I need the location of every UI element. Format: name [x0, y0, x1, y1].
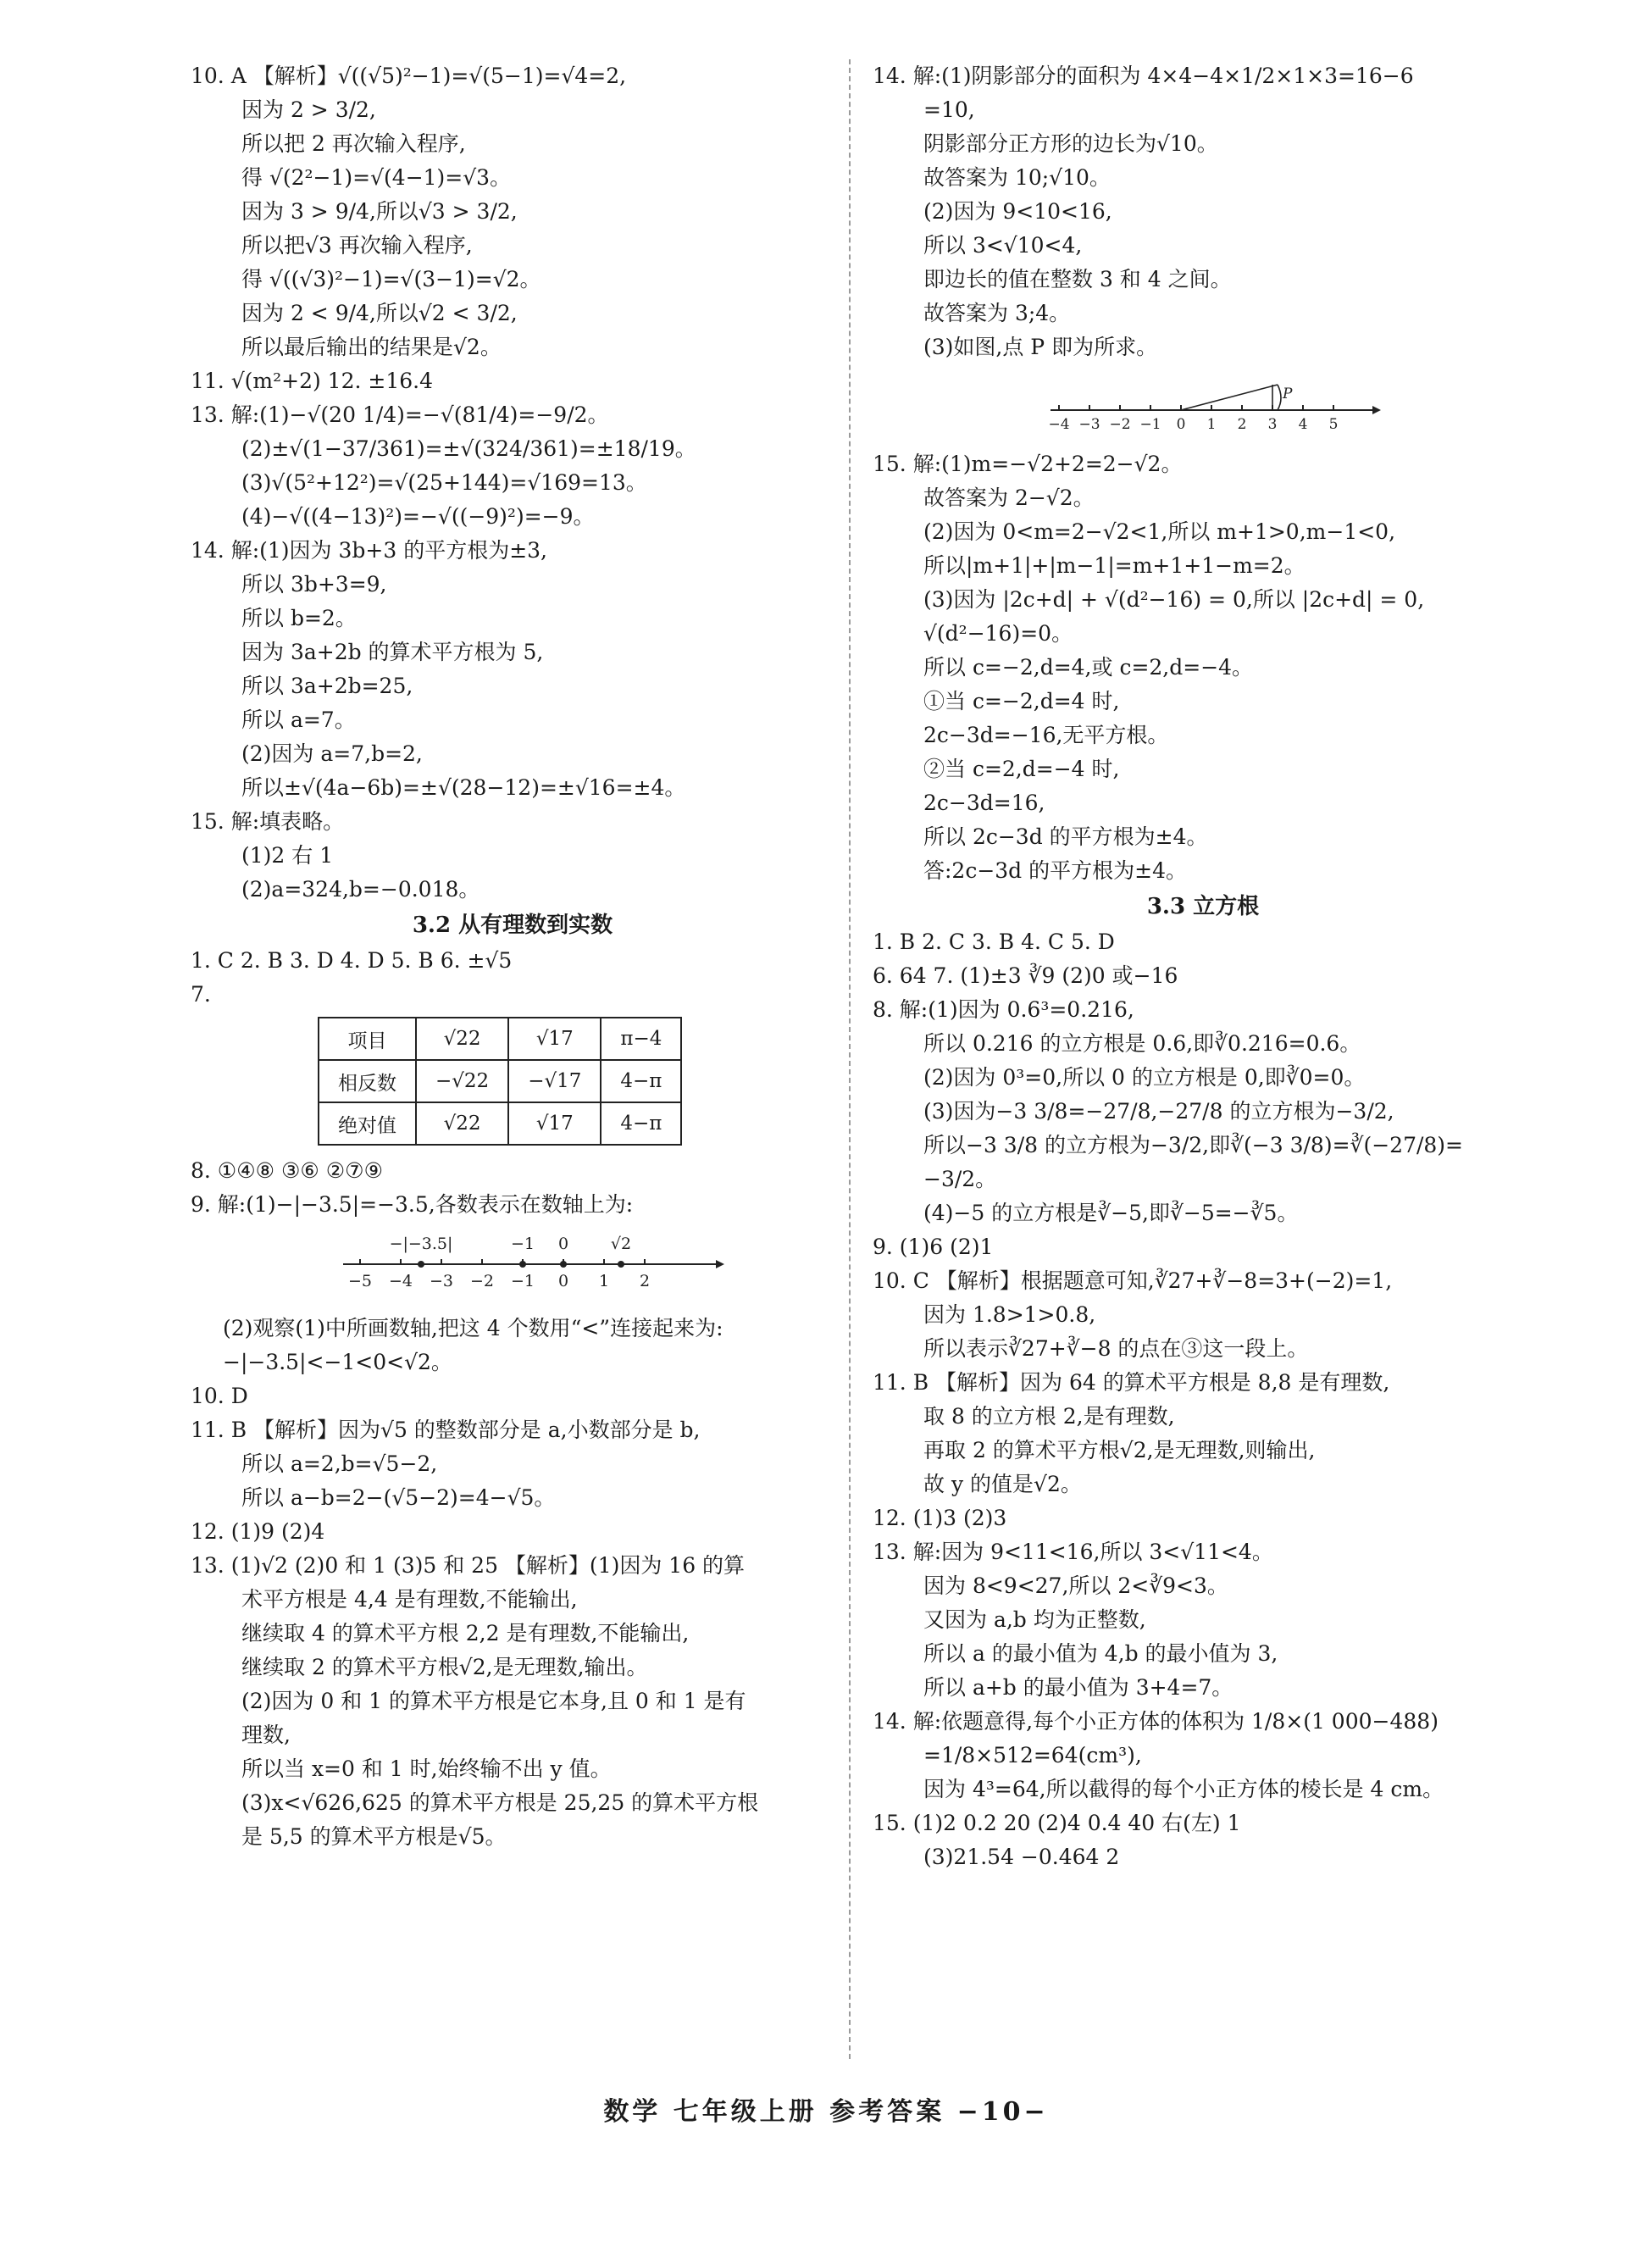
answer-line: 9. (1)6 (2)1 — [873, 1235, 994, 1259]
point-label: √2 — [610, 1235, 632, 1253]
number-line-9 — [335, 1230, 724, 1296]
answer-line: 又因为 a,b 均为正整数, — [923, 1607, 1146, 1632]
answer-line: 阴影部分正方形的边长为√10。 — [923, 131, 1218, 156]
answer-line: 因为 2 > 3/2, — [241, 97, 376, 122]
answer-line: =1/8×512=64(cm³), — [923, 1743, 1142, 1767]
answer-line: (3)因为−3 3/8=−27/8,−27/8 的立方根为−3/2, — [923, 1099, 1394, 1124]
answer-line: 答:2c−3d 的平方根为±4。 — [923, 858, 1187, 883]
answer-line: ②当 c=2,d=−4 时, — [923, 757, 1120, 781]
answer-line: (3)21.54 −0.464 2 — [923, 1845, 1120, 1869]
answer-line: 所以表示∛27+∛−8 的点在③这一段上。 — [923, 1336, 1309, 1361]
answer-line: 13. 解:因为 9<11<16,所以 3<√11<4。 — [873, 1540, 1273, 1564]
tick-label: −3 — [1078, 416, 1100, 432]
answer-line: 所以 a 的最小值为 4,b 的最小值为 3, — [923, 1641, 1278, 1666]
answer-line: (3)因为 |2c+d| + √(d²−16) = 0,所以 |2c+d| = 0, — [923, 587, 1425, 612]
answer-line: 取 8 的立方根 2,是有理数, — [923, 1404, 1175, 1429]
section-title-3-3: 3.3 立方根 — [1146, 894, 1260, 919]
answer-table-7 — [318, 1017, 682, 1146]
answer-line: (2)因为 0³=0,所以 0 的立方根是 0,即∛0=0。 — [923, 1065, 1366, 1090]
answer-line: 14. 解:依题意得,每个小正方体的体积为 1/8×(1 000−488) — [873, 1709, 1439, 1734]
answer-line: 所以 b=2。 — [241, 606, 357, 630]
table-cell: 4−π — [601, 1060, 681, 1102]
tick-label: −3 — [429, 1272, 454, 1290]
tick-label: −2 — [1109, 416, 1131, 432]
tick-label: 4 — [1298, 416, 1308, 432]
right-column — [873, 59, 1533, 1874]
answer-line: 14. 解:(1)因为 3b+3 的平方根为±3, — [191, 538, 547, 563]
answer-line: 故答案为 10;√10。 — [923, 165, 1111, 190]
table-cell: √17 — [508, 1102, 601, 1145]
answer-line: 所以当 x=0 和 1 时,始终输不出 y 值。 — [241, 1756, 612, 1781]
table-cell: √22 — [416, 1018, 508, 1060]
answer-line: (2)因为 0<m=2−√2<1,所以 m+1>0,m−1<0, — [923, 519, 1396, 544]
answer-line: 因为 2 < 9/4,所以√2 < 3/2, — [241, 301, 518, 325]
answer-line: 13. 解:(1)−√(20 1/4)=−√(81/4)=−9/2。 — [191, 402, 609, 427]
answer-line: 所以最后输出的结果是√2。 — [241, 335, 502, 359]
answer-line: 所以 a−b=2−(√5−2)=4−√5。 — [241, 1485, 556, 1510]
answer-line: 所以 2c−3d 的平方根为±4。 — [923, 824, 1208, 849]
answer-line: 得 √((√3)²−1)=√(3−1)=√2。 — [241, 267, 541, 291]
answer-line: 12. (1)9 (2)4 — [191, 1519, 325, 1544]
answer-line: −|−3.5|<−1<0<√2。 — [223, 1350, 452, 1374]
tick-label: 2 — [1237, 416, 1247, 432]
answer-line: (2)观察(1)中所画数轴,把这 4 个数用“<”连接起来为: — [223, 1316, 723, 1340]
answer-line: 是 5,5 的算术平方根是√5。 — [241, 1824, 507, 1849]
answer-line: 即边长的值在整数 3 和 4 之间。 — [923, 267, 1232, 291]
answer-line: (1)2 右 1 — [241, 843, 334, 868]
table-cell: π−4 — [601, 1018, 681, 1060]
answer-line: 10. D — [191, 1384, 248, 1408]
answer-line: 14. 解:(1)阴影部分的面积为 4×4−4×1/2×1×3=16−6 — [873, 64, 1414, 88]
tick-label: −4 — [1048, 416, 1070, 432]
tick-label: −1 — [1139, 416, 1161, 432]
answer-line: (2)±√(1−37/361)=±√(324/361)=±18/19。 — [241, 436, 696, 461]
point-label: −|−3.5| — [389, 1235, 453, 1253]
answer-line: 13. (1)√2 (2)0 和 1 (3)5 和 25 【解析】(1)因为 16 的算 — [191, 1553, 746, 1578]
answer-line: 继续取 2 的算术平方根√2,是无理数,输出。 — [241, 1655, 648, 1679]
tick-label: −1 — [510, 1272, 535, 1290]
answer-line: 故答案为 3;4。 — [923, 301, 1071, 325]
answer-line: −3/2。 — [923, 1167, 997, 1191]
point-marker — [519, 1261, 526, 1268]
answer-line: 2c−3d=−16,无平方根。 — [923, 723, 1169, 747]
left-column — [191, 59, 834, 1854]
tick-label: −2 — [469, 1272, 495, 1290]
answer-line: 理数, — [241, 1723, 291, 1747]
point-p-label: P — [1283, 386, 1293, 402]
answer-line: 继续取 4 的算术平方根 2,2 是有理数,不能输出, — [241, 1621, 690, 1645]
tick-label: −4 — [388, 1272, 413, 1290]
answer-line: 所以 a=2,b=√5−2, — [241, 1451, 438, 1476]
answer-line: 因为 4³=64,所以截得的每个小正方体的棱长是 4 cm。 — [923, 1777, 1444, 1801]
answer-line: 所以把 2 再次输入程序, — [241, 131, 466, 156]
answer-line: 8. ①④⑧ ③⑥ ②⑦⑨ — [191, 1158, 383, 1183]
answer-line: 所以 c=−2,d=4,或 c=2,d=−4。 — [923, 655, 1254, 680]
answer-line: 所以 3<√10<4, — [923, 233, 1083, 258]
answer-line: 11. B 【解析】因为√5 的整数部分是 a,小数部分是 b, — [191, 1418, 701, 1442]
answer-line: 因为 3a+2b 的算术平方根为 5, — [241, 640, 544, 664]
point-label: 0 — [557, 1235, 569, 1253]
point-marker — [560, 1261, 567, 1268]
tick-label: 0 — [1176, 416, 1186, 432]
answer-line: 15. (1)2 0.2 20 (2)4 0.4 40 右(左) 1 — [873, 1811, 1241, 1835]
tick-label: 5 — [1328, 416, 1339, 432]
answer-line: 所以±√(4a−6b)=±√(28−12)=±√16=±4。 — [241, 775, 686, 800]
table-cell: −√22 — [416, 1060, 508, 1102]
tick-label: −5 — [347, 1272, 373, 1290]
page-footer: 数学 七年级上册 参考答案 −10− — [603, 2097, 1049, 2127]
answer-line: 故答案为 2−√2。 — [923, 486, 1095, 510]
answer-line: 所以 0.216 的立方根是 0.6,即∛0.216=0.6。 — [923, 1031, 1361, 1056]
answer-line: 10. C 【解析】根据题意可知,∛27+∛−8=3+(−2)=1, — [873, 1268, 1393, 1293]
answer-line: 7. — [191, 982, 211, 1007]
table-cell: 相反数 — [319, 1060, 416, 1102]
column-divider — [849, 59, 851, 2059]
answer-line: 再取 2 的算术平方根√2,是无理数,则输出, — [923, 1438, 1316, 1462]
answer-line: 术平方根是 4,4 是有理数,不能输出, — [241, 1587, 578, 1612]
answer-line: 所以 3a+2b=25, — [241, 674, 413, 698]
answer-line: 得 √(2²−1)=√(4−1)=√3。 — [241, 165, 512, 190]
answer-line: (4)−5 的立方根是∛−5,即∛−5=−∛5。 — [923, 1201, 1299, 1225]
point-marker — [418, 1261, 424, 1268]
answer-line: 1. B 2. C 3. B 4. C 5. D — [873, 930, 1115, 954]
answer-line: (2)因为 a=7,b=2, — [241, 741, 423, 766]
answer-line: 所以把√3 再次输入程序, — [241, 233, 473, 258]
answer-line: (2)因为 9<10<16, — [923, 199, 1112, 224]
answer-line: 11. √(m²+2) 12. ±16.4 — [191, 369, 433, 393]
table-cell: 项目 — [319, 1018, 416, 1060]
answer-line: 9. 解:(1)−|−3.5|=−3.5,各数表示在数轴上为: — [191, 1192, 634, 1217]
answer-line: (3)x<√626,625 的算术平方根是 25,25 的算术平方根 — [241, 1790, 759, 1815]
answer-line: 12. (1)3 (2)3 — [873, 1506, 1007, 1530]
answer-line: 因为 8<9<27,所以 2<∛9<3。 — [923, 1573, 1228, 1598]
table-cell: √22 — [416, 1102, 508, 1145]
tick-label: 1 — [1206, 416, 1217, 432]
answer-line: 15. 解:填表略。 — [191, 809, 345, 834]
answer-line: 故 y 的值是√2。 — [923, 1472, 1082, 1496]
point-label: −1 — [510, 1235, 535, 1253]
answer-line: 10. A 【解析】√((√5)²−1)=√(5−1)=√4=2, — [191, 64, 627, 88]
answer-line: 所以 a=7。 — [241, 708, 356, 732]
number-line-14 — [1042, 373, 1381, 432]
construction-lines — [1181, 385, 1281, 410]
tick-label: 3 — [1267, 416, 1278, 432]
table-cell: √17 — [508, 1018, 601, 1060]
answer-line: √(d²−16)=0。 — [923, 621, 1073, 646]
section-title-3-2: 3.2 从有理数到实数 — [412, 913, 613, 938]
tick-label: 1 — [598, 1272, 610, 1290]
tick-label: 0 — [557, 1272, 569, 1290]
answer-line: 因为 1.8>1>0.8, — [923, 1302, 1096, 1327]
answer-line: (3)如图,点 P 即为所求。 — [923, 335, 1158, 359]
answer-line: 因为 3 > 9/4,所以√3 > 3/2, — [241, 199, 518, 224]
answer-line: 2c−3d=16, — [923, 791, 1045, 815]
answer-line: (3)√(5²+12²)=√(25+144)=√169=13。 — [241, 470, 647, 495]
answer-line: ①当 c=−2,d=4 时, — [923, 689, 1120, 713]
answer-line: 所以−3 3/8 的立方根为−3/2,即∛(−3 3/8)=∛(−27/8)= — [923, 1133, 1464, 1157]
point-marker — [618, 1261, 624, 1268]
answer-line: 6. 64 7. (1)±3 ∛9 (2)0 或−16 — [873, 963, 1178, 988]
answer-line: 所以 a+b 的最小值为 3+4=7。 — [923, 1675, 1233, 1700]
table-cell: −√17 — [508, 1060, 601, 1102]
answer-line: 所以 3b+3=9, — [241, 572, 387, 597]
table-cell: 4−π — [601, 1102, 681, 1145]
answer-line: 1. C 2. B 3. D 4. D 5. B 6. ±√5 — [191, 948, 513, 973]
tick-label: 2 — [639, 1272, 651, 1290]
answer-line: 15. 解:(1)m=−√2+2=2−√2。 — [873, 452, 1183, 476]
answer-line: (4)−√((4−13)²)=−√((−9)²)=−9。 — [241, 504, 595, 529]
answer-line: (2)a=324,b=−0.018。 — [241, 877, 480, 902]
answer-line: 所以|m+1|+|m−1|=m+1+1−m=2。 — [923, 553, 1306, 578]
answer-line: 11. B 【解析】因为 64 的算术平方根是 8,8 是有理数, — [873, 1370, 1390, 1395]
table-cell: 绝对值 — [319, 1102, 416, 1145]
answer-line: =10, — [923, 97, 975, 122]
answer-line: (2)因为 0 和 1 的算术平方根是它本身,且 0 和 1 是有 — [241, 1689, 746, 1713]
answer-line: 8. 解:(1)因为 0.6³=0.216, — [873, 997, 1134, 1022]
